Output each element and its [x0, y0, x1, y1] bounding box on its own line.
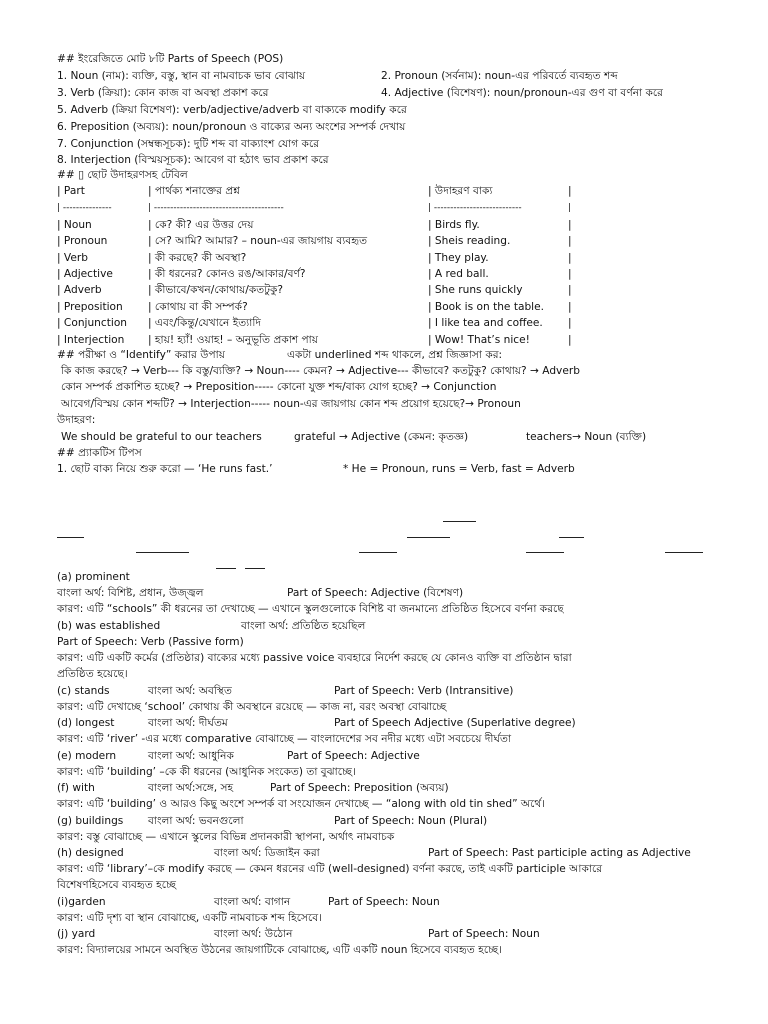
example-sentence: We should be grateful to our teachers — [61, 431, 262, 443]
identify-line-2: কোন সম্পর্ক প্রকাশিত হচ্ছে? → Preposition----- কোনো যুক্ত শব্দ/বাক্য যোগ হচ্ছে? → Conjunction — [61, 381, 497, 393]
identify-line-1: কি কাজ করছে? → Verb--- কি বস্তু/ব্যক্তি? → Noun---- কেমন? → Adjective--- কীভাবে? কতটুকু? কোথায়? → Adverb — [61, 365, 580, 377]
blank-line — [359, 552, 397, 553]
answer-a-word: (a) prominent — [57, 571, 130, 583]
answer-b-reason-cont: প্রতিষ্ঠিত হয়েছে। — [57, 668, 128, 680]
blank-line — [216, 568, 236, 569]
table-row-end: | — [568, 252, 572, 264]
example-teachers: teachers→ Noun (ব্যক্তি) — [526, 431, 647, 443]
blank-line — [526, 552, 564, 553]
table-row-end: | — [568, 235, 572, 247]
table-row-conjunction-example: | I like tea and coffee. — [428, 317, 543, 329]
table-separator: | — [568, 203, 572, 213]
answer-i-bangla: বাংলা অর্থ: বাগান — [214, 896, 291, 908]
table-separator: | --------------- — [57, 203, 112, 213]
table-row-end: | — [568, 268, 572, 280]
table-row-adverb-example: | She runs quickly — [428, 284, 523, 296]
blank-line — [665, 552, 703, 553]
table-row-preposition-part: | Preposition — [57, 301, 123, 313]
table-row-noun-question: | কে? কী? এর উত্তর দেয় — [148, 219, 254, 231]
table-row-interjection-question: | হায়! হ্যাঁ! ওয়াহ! – অনুভূতি প্রকাশ পায় — [148, 334, 318, 346]
table-row-conjunction-question: | এবং/কিন্তু/যেখানে ইত্যাদি — [148, 317, 261, 329]
answer-c-pos: Part of Speech: Verb (Intransitive) — [334, 685, 514, 697]
blank-line — [407, 537, 450, 538]
heading-identify: ## পরীক্ষা ও “Identify” করার উপায় — [57, 349, 225, 361]
pos-adjective: 4. Adjective (বিশেষণ): noun/pronoun-এর গুণ বা বর্ণনা করে — [381, 87, 663, 99]
table-row-verb-question: | কী করছে? কী অবস্থা? — [148, 252, 247, 264]
table-row-interjection-example: | Wow! That’s nice! — [428, 334, 530, 346]
table-row-pronoun-example: | Sheis reading. — [428, 235, 511, 247]
answer-b-word: (b) was established — [57, 620, 161, 632]
table-row-noun-part: | Noun — [57, 219, 92, 231]
answer-d-reason: কারণ: এটি ‘river’ -এর মধ্যে comparative বোঝাচ্ছে — বাংলাদেশের সব নদীর মধ্যে এটা সবচেয়ে দীর্ঘতা — [57, 733, 512, 745]
table-row-end: | — [568, 317, 572, 329]
table-row-end: | — [568, 284, 572, 296]
answer-a-reason: কারণ: এটি “schools” কী ধরনের তা দেখাচ্ছে — এখানে স্কুলগুলোকে বিশিষ্ট বা জনমান্যে প্রতিষ্ঠিত হিসেবে বর্ণনা করছে — [57, 603, 564, 615]
table-row-noun-example: | Birds fly. — [428, 219, 480, 231]
blank-line — [136, 552, 189, 553]
table-row-adjective-part: | Adjective — [57, 268, 113, 280]
answer-f-bangla: বাংলা অর্থ:সঙ্গে, সহ — [148, 782, 234, 794]
answer-e-reason: কারণ: এটি ‘building’ –কে কী ধরনের (আধুনিক সংকেত) তা বুঝাচ্ছে। — [57, 766, 356, 778]
table-header-question: | পার্থক্য শনাক্তের প্রশ্ন — [148, 185, 240, 197]
answer-f-pos: Part of Speech: Preposition (অব্যয়) — [270, 782, 449, 794]
answer-e-bangla: বাংলা অর্থ: আধুনিক — [148, 750, 234, 762]
tip-note: * He = Pronoun, runs = Verb, fast = Adverb — [343, 463, 575, 475]
answer-i-reason: কারণ: এটি দৃশ্য বা স্থান বোঝাচ্ছে, একটি নামবাচক শব্দ হিসেবে। — [57, 912, 322, 924]
answer-h-bangla: বাংলা অর্থ: ডিজাইন করা — [214, 847, 320, 859]
answer-j-word: (j) yard — [57, 928, 96, 940]
table-header-part: | Part — [57, 185, 85, 197]
table-row-interjection-part: | Interjection — [57, 334, 125, 346]
pos-preposition: 6. Preposition (অব্যয়): noun/pronoun ও বাক্যের অন্য অংশের সম্পর্ক দেখায় — [57, 121, 406, 133]
table-row-adjective-question: | কী ধরনের? কোনও রঙ/আকার/বর্ণ? — [148, 268, 306, 280]
answer-d-bangla: বাংলা অর্থ: দীর্ঘতম — [148, 717, 228, 729]
heading-parts-of-speech: ## ইংরেজিতে মোট ৮টি Parts of Speech (POS) — [57, 53, 284, 65]
pos-adverb: 5. Adverb (ক্রিয়া বিশেষণ): verb/adjective/adverb বা বাক্যকে modify করে — [57, 104, 407, 116]
heading-example-table: ## ▯ ছোট উদাহরণসহ টেবিল — [57, 169, 188, 181]
answer-b-bangla: বাংলা অর্থ: প্রতিষ্ঠিত হয়েছিল — [241, 620, 366, 632]
table-row-preposition-example: | Book is on the table. — [428, 301, 545, 313]
example-grateful: grateful → Adjective (কেমন: কৃতজ্ঞ) — [294, 431, 469, 443]
table-row-preposition-question: | কোথায় বা কী সম্পর্ক? — [148, 301, 248, 313]
pos-noun: 1. Noun (নাম): ব্যক্তি, বস্তু, স্থান বা নামবাচক ভাব বোঝায় — [57, 70, 306, 82]
pos-pronoun: 2. Pronoun (সর্বনাম): noun-এর পরিবর্তে ব্যবহৃত শব্দ — [381, 70, 618, 82]
answer-b-reason: কারণ: এটি একটি কর্মের (প্রতিষ্ঠার) বাক্যের মধ্যে passive voice ব্যবহারে নির্দেশ করছে যে কোনও ব্যক্তি বা প্রতিষ্ঠান দ্বারা — [57, 652, 572, 664]
blank-line — [443, 521, 476, 522]
answer-e-word: (e) modern — [57, 750, 117, 762]
identify-line-3: আবেগ/বিস্ময় কোন শব্দটি? → Interjection----- noun-এর জায়গায় কোন শব্দ প্রয়োগ হয়েছে?→ Pronoun — [61, 398, 521, 410]
table-row-pronoun-question: | সে? আমি? আমার? – noun-এর জায়গায় ব্যবহৃত — [148, 235, 368, 247]
answer-i-word: (i)garden — [57, 896, 106, 908]
table-row-end: | — [568, 219, 572, 231]
table-row-conjunction-part: | Conjunction — [57, 317, 128, 329]
table-header-example: | উদাহরণ বাক্য — [428, 185, 493, 197]
answer-a-bangla: বাংলা অর্থ: বিশিষ্ট, প্রধান, উজ্জ্বল — [57, 587, 204, 599]
answer-e-pos: Part of Speech: Adjective — [287, 750, 420, 762]
table-row-verb-part: | Verb — [57, 252, 88, 264]
answer-f-reason: কারণ: এটি ‘building’ ও আরও কিছু অংশে সম্পর্ক বা সংযোজন দেখাচ্ছে — “along with old tin shed” অর্থে। — [57, 798, 546, 810]
table-header-end: | — [568, 185, 572, 197]
table-separator: | ---------------------------------------- — [148, 203, 284, 213]
pos-interjection: 8. Interjection (বিস্ময়সূচক): আবেগ বা হঠাৎ ভাব প্রকাশ করে — [57, 154, 329, 166]
answer-a-pos: Part of Speech: Adjective (বিশেষণ) — [287, 587, 464, 599]
answer-d-word: (d) longest — [57, 717, 115, 729]
example-label: উদাহরণ: — [57, 414, 96, 426]
heading-practice-tips: ## প্র্যাকটিস টিপস — [57, 447, 142, 459]
answer-h-word: (h) designed — [57, 847, 124, 859]
blank-line — [245, 568, 265, 569]
answer-i-pos: Part of Speech: Noun — [328, 896, 440, 908]
answer-g-word: (g) buildings — [57, 815, 124, 827]
answer-j-reason: কারণ: বিদ্যালয়ের সামনে অবস্থিত উঠনের জায়গাটিকে বোঝাচ্ছে, এটি একটি noun হিসেবে ব্যবহৃত হচ্ছে। — [57, 944, 502, 956]
answer-h-reason: কারণ: এটি ‘library’–কে modify করছে — কেমন ধরনের এটি (well-designed) বর্ণনা করছে, তাই একটি participle আকারে — [57, 863, 603, 875]
table-row-verb-example: | They play. — [428, 252, 489, 264]
answer-g-bangla: বাংলা অর্থ: ভবনগুলো — [148, 815, 244, 827]
table-separator: | --------------------------- — [428, 203, 522, 213]
answer-b-pos: Part of Speech: Verb (Passive form) — [57, 636, 244, 648]
table-row-pronoun-part: | Pronoun — [57, 235, 108, 247]
table-row-adjective-example: | A red ball. — [428, 268, 489, 280]
table-row-end: | — [568, 334, 572, 346]
answer-h-pos: Part of Speech: Past participle acting as Adjective — [428, 847, 691, 859]
pos-conjunction: 7. Conjunction (সম্বন্ধসূচক): দুটি শব্দ বা বাক্যাংশ যোগ করে — [57, 138, 320, 150]
blank-line — [559, 537, 584, 538]
answer-d-pos: Part of Speech Adjective (Superlative degree) — [334, 717, 576, 729]
table-row-adverb-question: | কীভাবে/কখন/কোথায়/কতটুকু? — [148, 284, 284, 296]
answer-c-word: (c) stands — [57, 685, 110, 697]
blank-line — [57, 537, 84, 538]
answer-c-bangla: বাংলা অর্থ: অবস্থিত — [148, 685, 232, 697]
answer-j-pos: Part of Speech: Noun — [428, 928, 540, 940]
answer-j-bangla: বাংলা অর্থ: উঠোন — [214, 928, 293, 940]
answer-f-word: (f) with — [57, 782, 95, 794]
pos-verb: 3. Verb (ক্রিয়া): কোন কাজ বা অবস্থা প্রকাশ করে — [57, 87, 269, 99]
answer-h-reason-cont: বিশেষণহিসেবে ব্যবহৃত হচ্ছে — [57, 879, 177, 891]
table-row-end: | — [568, 301, 572, 313]
answer-g-pos: Part of Speech: Noun (Plural) — [334, 815, 488, 827]
identify-instruction: একটা underlined শব্দ থাকলে, প্রশ্ন জিজ্ঞাসা কর: — [287, 349, 503, 361]
answer-g-reason: কারণ: বস্তু বোঝাচ্ছে — এখানে স্কুলের বিভিন্ন প্রদানকারী স্থাপনা, অর্থাৎ নামবাচক — [57, 831, 395, 843]
answer-c-reason: কারণ: এটি দেখাচ্ছে ‘school’ কোথায় কী অবস্থানে রয়েছে — কাজ না, বরং অবস্থা বোঝাচ্ছে — [57, 701, 447, 713]
table-row-adverb-part: | Adverb — [57, 284, 102, 296]
tip-line: 1. ছোট বাক্য নিয়ে শুরু করো — ‘He runs fast.’ — [57, 463, 273, 475]
